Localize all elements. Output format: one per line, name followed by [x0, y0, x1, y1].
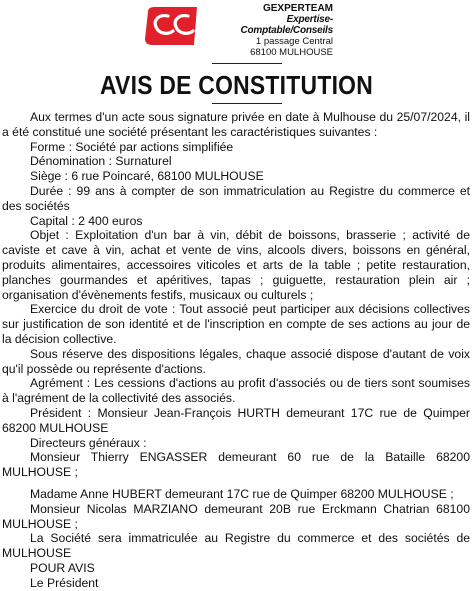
notice-paragraph: Aux termes d'un acte sous signature privée en date à Mulhouse du 25/07/2024, il a été constitué une société présentant les caractéristiques suivantes : — [2, 110, 470, 139]
notice-paragraph: Dénomination : Surnaturel — [30, 154, 172, 169]
title-rule-top — [212, 63, 282, 64]
notice-paragraph: Exercice du droit de vote : Tout associé peut participer aux décisions collectives sur justification de son identité et de l'inscription en compte de ses actions au jour de la décision collective. — [2, 302, 470, 346]
notice-paragraph: Agrément : Les cessions d'actions au profit d'associés ou de tiers sont soumises à l'agrément de la collectivité des associés. — [2, 376, 470, 406]
notice-paragraph: Monsieur Thierry ENGASSER demeurant 60 rue de la Bataille 68200 MULHOUSE ; — [2, 450, 470, 480]
notice-body — [2, 110, 470, 591]
notice-paragraph: Durée : 99 ans à compter de son immatriculation au Registre du commerce et des sociétés — [2, 183, 470, 213]
notice-paragraph: Objet : Exploitation d'un bar à vin, débit de boissons, brasserie ; activité de caviste et cave à vin, achat et vente de vins, alcools divers, boissons en général, produits alimentaires, accessoires viticoles et arts de la table ; petite restauration, planches gourmandes et apéritives, tapas ; guiguette, restauration plein air ; organisation d'évènements festifs, musicaux ou culturels ; — [2, 228, 470, 302]
notice-paragraph: Madame Anne HUBERT demeurant 17C rue de Quimper 68200 MULHOUSE ; — [30, 486, 454, 501]
notice-paragraph: Monsieur Nicolas MARZIANO demeurant 20B rue Erckmann Chatrian 68100 MULHOUSE ; — [2, 501, 470, 531]
company-header — [203, 3, 333, 58]
title-rule-bottom — [212, 103, 282, 104]
company-tagline: Expertise-Comptable/Conseils — [240, 14, 333, 36]
notice-paragraph: Président : Monsieur Jean-François HURTH demeurant 17C rue de Quimper 68200 MULHOUSE — [2, 405, 470, 435]
company-name: GEXPERTEAM — [262, 3, 333, 14]
notice-paragraph: POUR AVIS — [30, 560, 95, 575]
notice-paragraph: Siège : 6 rue Poincaré, 68100 MULHOUSE — [30, 169, 264, 184]
notice-paragraph: Forme : Société par actions simplifiée — [30, 139, 234, 154]
company-address-line2: 68100 MULHOUSE — [250, 47, 333, 58]
notice-paragraph: Capital : 2 400 euros — [30, 213, 143, 228]
notice-paragraph: Directeurs généraux : — [30, 435, 147, 450]
company-logo — [144, 6, 198, 46]
company-address-line1: 1 passage Central — [255, 36, 333, 47]
notice-paragraph: Le Président — [30, 575, 99, 590]
notice-paragraph: Sous réserve des dispositions légales, chaque associé dispose d'autant de voix qu'il possède ou représente d'actions. — [2, 346, 470, 376]
notice-paragraph: La Société sera immatriculée au Registre du commerce et des sociétés de MULHOUSE — [2, 531, 470, 561]
notice-title: AVIS DE CONSTITUTION — [99, 70, 374, 100]
